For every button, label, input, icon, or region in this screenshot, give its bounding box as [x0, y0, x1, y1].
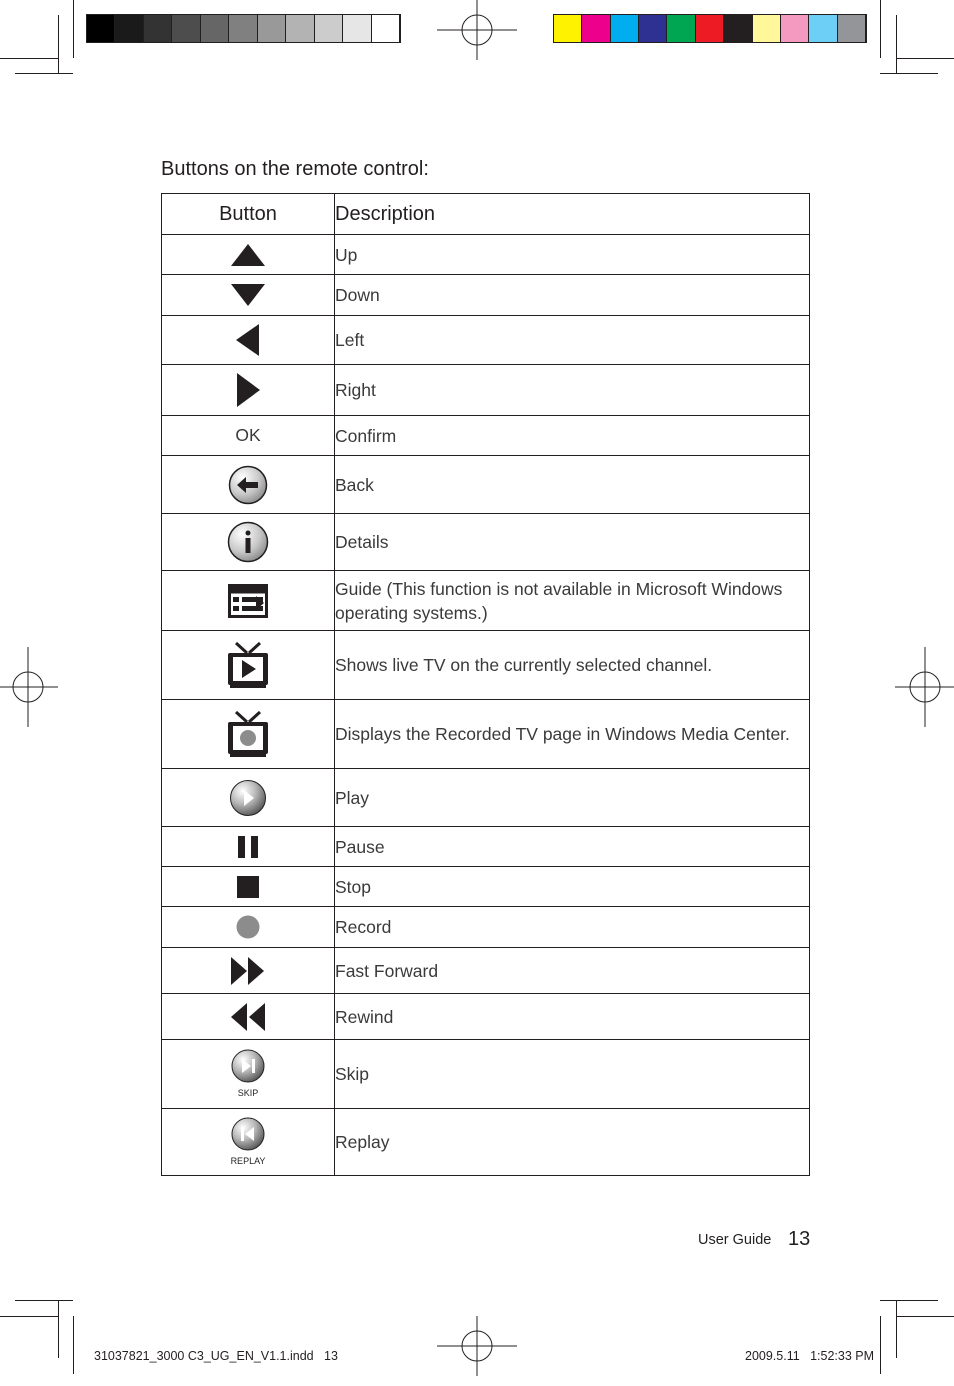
color-swatch	[667, 15, 695, 42]
button-cell	[162, 514, 335, 571]
description-cell: Back	[335, 456, 810, 514]
replay-icon-label: REPLAY	[230, 1156, 266, 1166]
grayscale-color-bar	[86, 14, 401, 43]
table-row	[162, 514, 810, 571]
button-cell	[162, 1040, 335, 1109]
button-cell	[162, 316, 335, 365]
slug-file-info: 31037821_3000 C3_UG_EN_V1.1.indd 13	[94, 1349, 338, 1363]
color-swatch	[286, 15, 314, 42]
color-swatch	[809, 15, 837, 42]
description-cell: Up	[335, 235, 810, 275]
description-cell: Skip	[335, 1040, 810, 1109]
button-cell	[162, 907, 335, 948]
table-row	[162, 235, 810, 275]
button-cell	[162, 827, 335, 867]
crop-mark	[896, 1300, 897, 1358]
crop-mark	[880, 73, 938, 74]
button-cell	[162, 994, 335, 1040]
replay-icon	[228, 1117, 268, 1167]
crop-mark	[896, 1316, 954, 1317]
table-row	[162, 827, 810, 867]
table-row	[162, 948, 810, 994]
button-cell	[162, 948, 335, 994]
color-swatch	[753, 15, 781, 42]
crop-mark	[73, 1316, 74, 1374]
crop-mark	[880, 1316, 881, 1374]
crop-mark	[896, 15, 897, 73]
color-swatch	[115, 15, 143, 42]
remote-buttons-table	[161, 193, 810, 1176]
crop-mark	[58, 1300, 59, 1358]
description-cell: Left	[335, 316, 810, 365]
color-swatch	[201, 15, 229, 42]
color-swatch	[315, 15, 343, 42]
color-swatch	[343, 15, 371, 42]
info-icon	[227, 521, 269, 563]
color-swatch	[229, 15, 257, 42]
button-cell	[162, 769, 335, 827]
color-swatch	[611, 15, 639, 42]
crop-mark	[58, 15, 59, 73]
button-cell	[162, 235, 335, 275]
skip-icon-label: SKIP	[237, 1088, 259, 1098]
crop-mark	[73, 0, 74, 58]
right-arrow-icon	[235, 372, 261, 408]
table-row	[162, 1109, 810, 1176]
color-swatch	[87, 15, 115, 42]
button-cell	[162, 1109, 335, 1176]
left-arrow-icon	[235, 323, 261, 357]
color-swatch	[582, 15, 610, 42]
process-color-bar	[553, 14, 867, 43]
page-number: 13	[788, 1228, 811, 1250]
crop-mark	[15, 73, 73, 74]
slug-timestamp: 2009.5.11 1:52:33 PM	[745, 1349, 875, 1363]
description-cell: Rewind	[335, 994, 810, 1040]
crop-mark	[896, 58, 954, 59]
color-swatch	[696, 15, 724, 42]
registration-mark-icon	[0, 647, 68, 727]
table-row	[162, 994, 810, 1040]
table-row	[162, 571, 810, 631]
table-row	[162, 907, 810, 948]
skip-icon	[228, 1049, 268, 1099]
record-icon	[235, 914, 261, 940]
color-swatch	[172, 15, 200, 42]
description-cell: Displays the Recorded TV page in Windows Media Center.	[335, 700, 810, 769]
down-arrow-icon	[230, 283, 266, 307]
description-cell: Play	[335, 769, 810, 827]
color-swatch	[258, 15, 286, 42]
guide-icon	[228, 584, 268, 618]
up-arrow-icon	[230, 243, 266, 267]
stop-icon	[236, 875, 260, 899]
column-header-button: Button	[162, 194, 335, 235]
recorded-tv-icon	[226, 710, 270, 758]
description-cell: Down	[335, 275, 810, 316]
button-cell	[162, 700, 335, 769]
table-row	[162, 365, 810, 416]
button-cell	[162, 275, 335, 316]
footer-guide-label: User Guide	[698, 1232, 772, 1248]
description-cell: Replay	[335, 1109, 810, 1176]
pause-icon	[237, 835, 259, 859]
color-swatch	[724, 15, 752, 42]
registration-mark-icon	[437, 0, 517, 70]
table-row	[162, 867, 810, 907]
description-cell: Record	[335, 907, 810, 948]
crop-mark	[15, 1300, 73, 1301]
description-cell: Confirm	[335, 416, 810, 456]
table-row	[162, 1040, 810, 1109]
table-row	[162, 456, 810, 514]
table-row	[162, 275, 810, 316]
back-icon	[228, 465, 268, 505]
table-row	[162, 700, 810, 769]
table-row	[162, 316, 810, 365]
description-cell: Stop	[335, 867, 810, 907]
column-header-description: Description	[335, 194, 810, 235]
table-row	[162, 631, 810, 700]
description-cell: Fast Forward	[335, 948, 810, 994]
color-swatch	[838, 15, 866, 42]
button-cell	[162, 631, 335, 700]
registration-mark-icon	[437, 1306, 517, 1386]
button-cell	[162, 456, 335, 514]
crop-mark	[880, 0, 881, 58]
table-row	[162, 416, 810, 456]
description-cell: Details	[335, 514, 810, 571]
ok-button-label: OK	[235, 425, 261, 445]
crop-mark	[0, 1316, 58, 1317]
color-swatch	[144, 15, 172, 42]
table-header-row	[162, 194, 810, 235]
table-row	[162, 769, 810, 827]
description-cell: Guide (This function is not available in Microsoft Windows operating systems.)	[335, 571, 810, 631]
registration-mark-icon	[885, 647, 954, 727]
crop-mark	[0, 58, 58, 59]
section-title: Buttons on the remote control:	[161, 158, 429, 180]
color-swatch	[639, 15, 667, 42]
play-icon	[229, 779, 267, 817]
color-swatch	[781, 15, 809, 42]
description-cell: Right	[335, 365, 810, 416]
live-tv-icon	[226, 641, 270, 689]
crop-mark	[880, 1300, 938, 1301]
button-cell	[162, 365, 335, 416]
rewind-icon	[230, 1002, 266, 1032]
color-swatch	[554, 15, 582, 42]
description-cell: Pause	[335, 827, 810, 867]
button-cell	[162, 867, 335, 907]
description-cell: Shows live TV on the currently selected channel.	[335, 631, 810, 700]
fast-forward-icon	[230, 956, 266, 986]
color-swatch	[372, 15, 400, 42]
button-cell	[162, 416, 335, 456]
button-cell	[162, 571, 335, 631]
